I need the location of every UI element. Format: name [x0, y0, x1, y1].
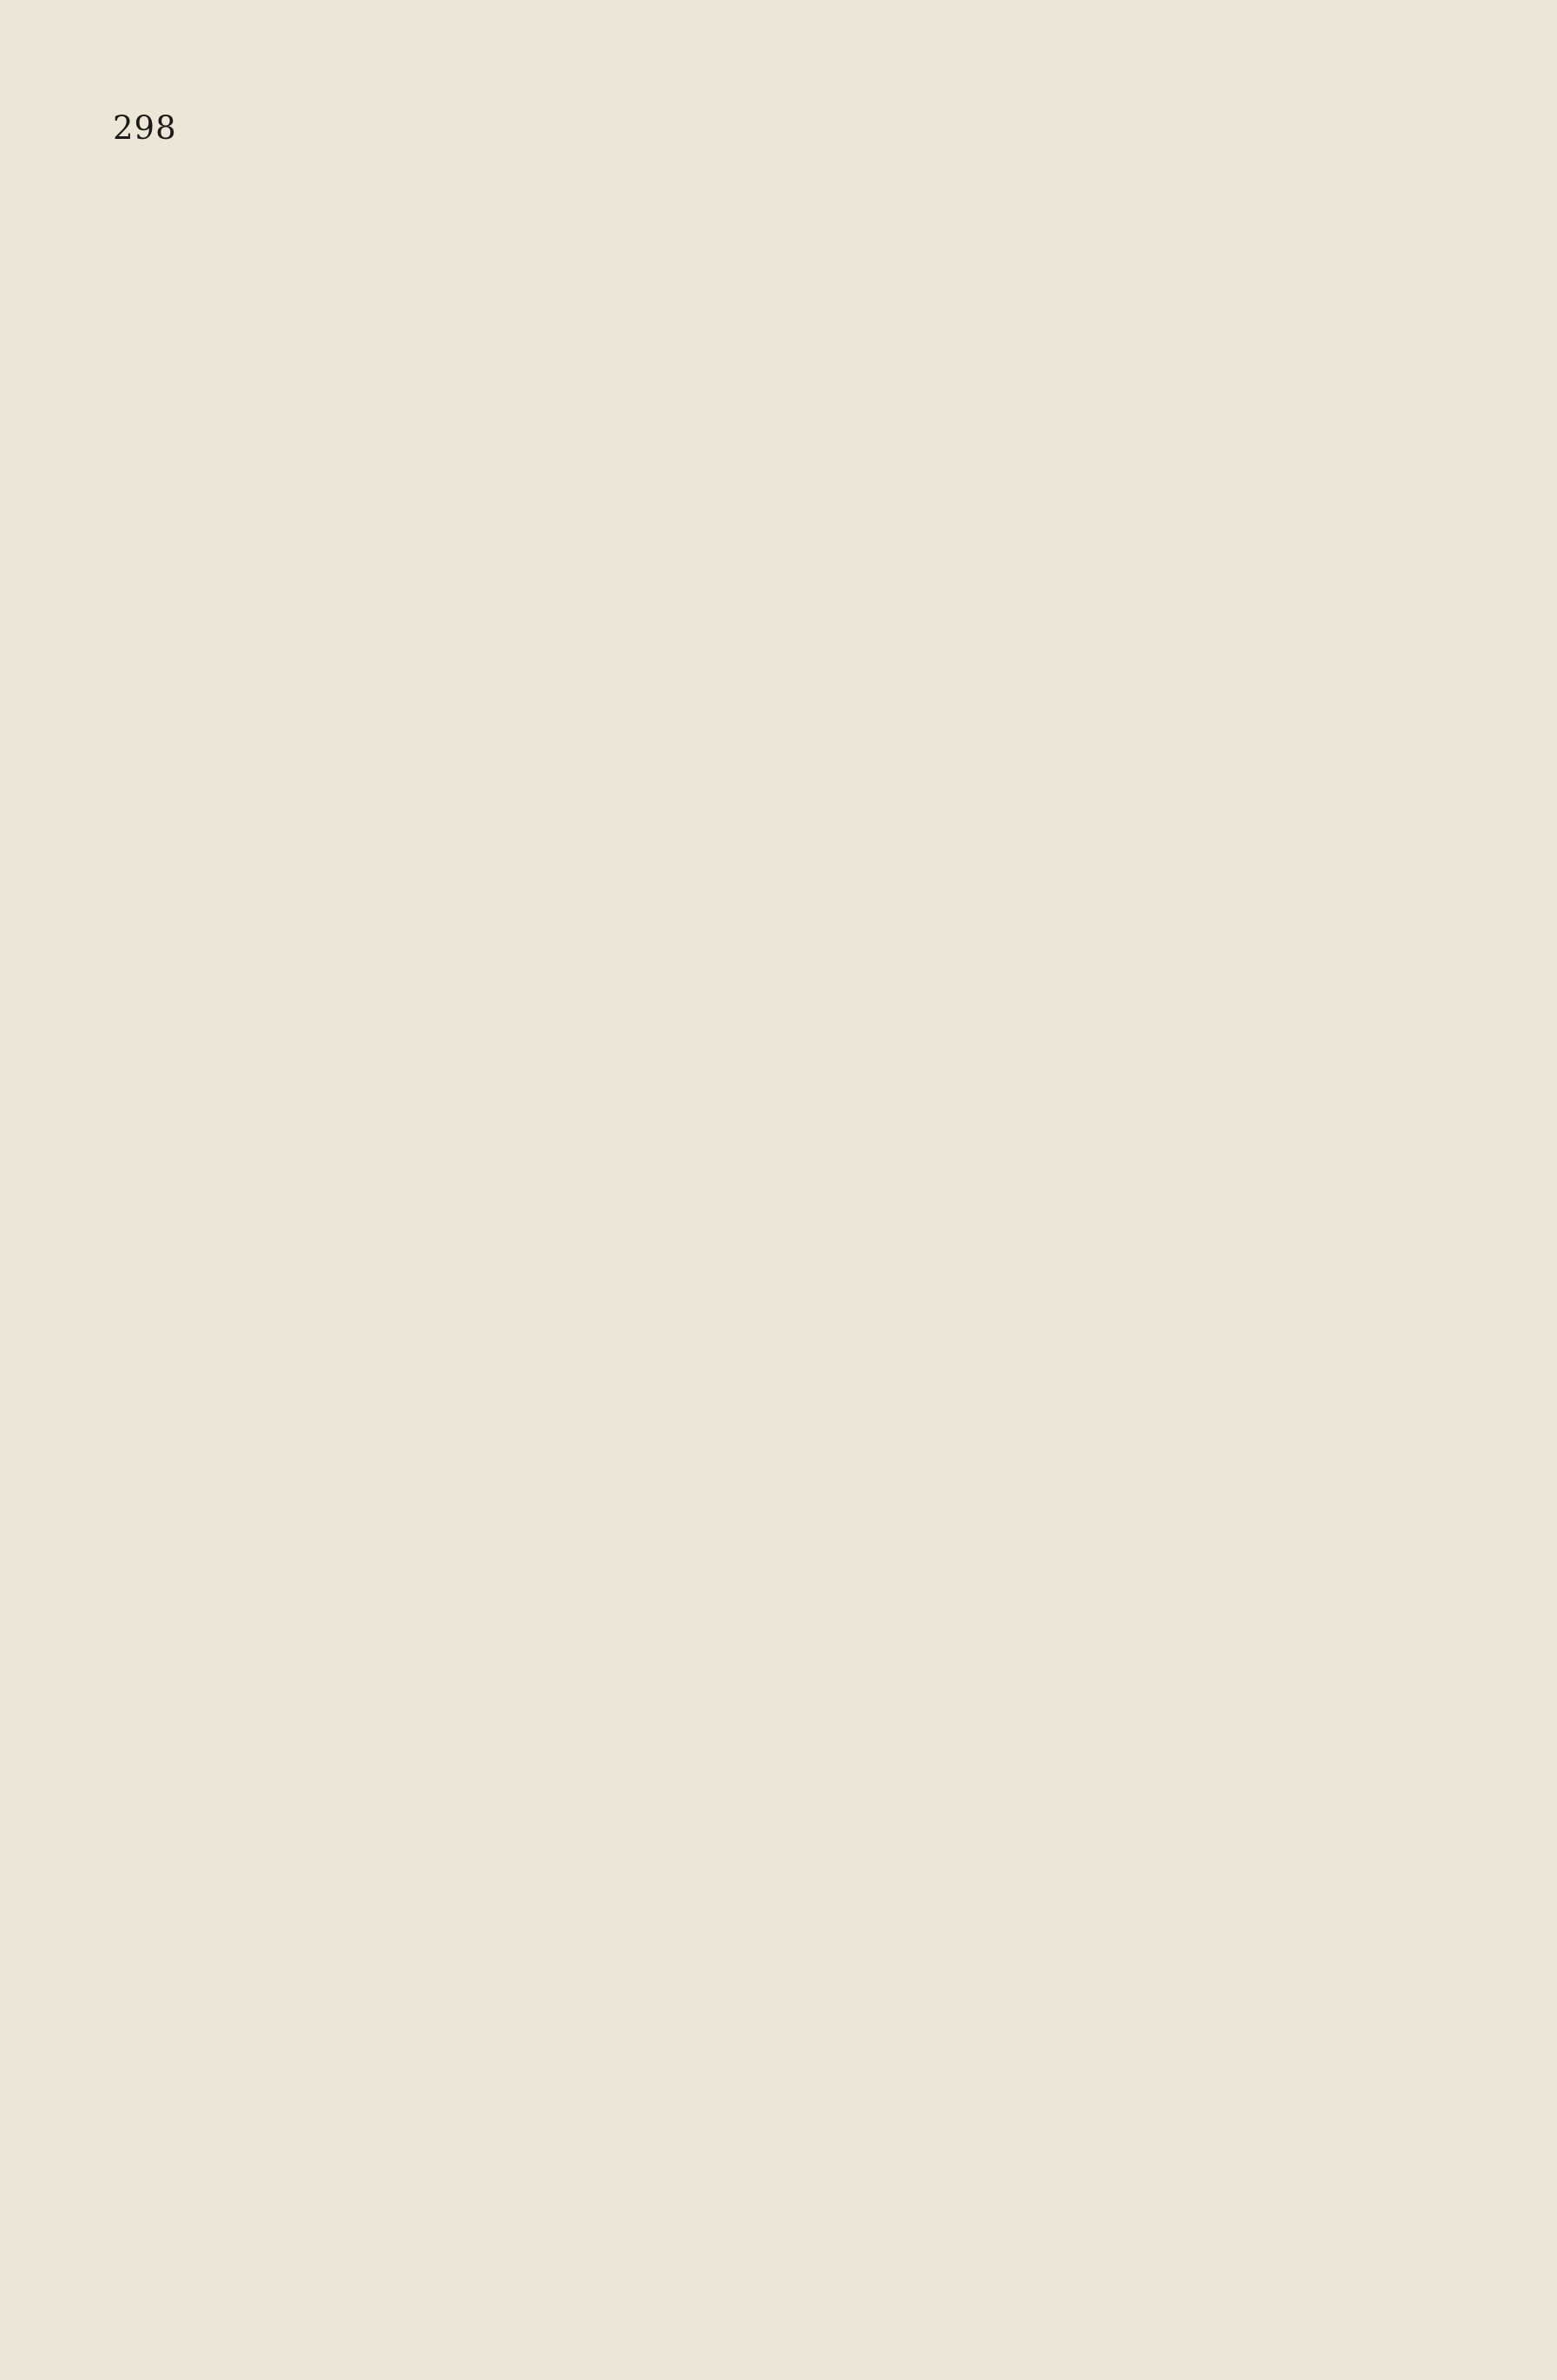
running-head — [113, 102, 1465, 155]
page-number: 298 — [113, 109, 177, 147]
